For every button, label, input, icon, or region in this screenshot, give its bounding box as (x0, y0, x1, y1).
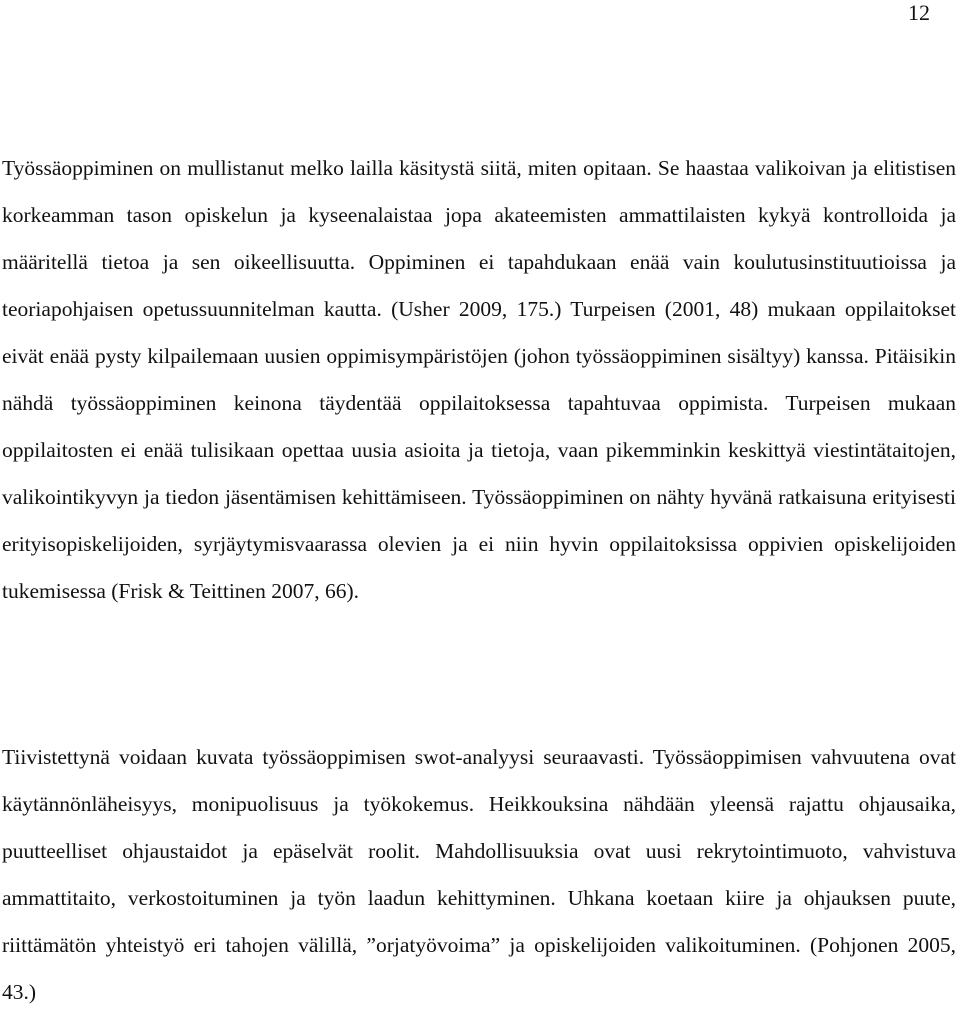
paragraph-work-based-learning: Työssäoppiminen on mullistanut melko lailla käsitystä siitä, miten opitaan. Se haastaa valikoivan ja elitistisen korkeamman tason opiskelun ja kyseenalaistaa jopa akateemisten ammattilaisten kykyä kontrolloida ja määritellä tietoa ja sen oikeellisuutta. Oppiminen ei tapahdukaan enää vain koulutusinstituutioissa ja teoriapohjaisen opetussuunnitelman kautta. (Usher 2009, 175.) Turpeisen (2001, 48) mukaan oppilaitokset eivät enää pysty kilpailemaan uusien oppimisympäristöjen (johon työssäoppiminen sisältyy) kanssa. Pitäisikin nähdä työssäoppiminen keinona täydentää oppilaitoksessa tapahtuvaa oppimista. Turpeisen mukaan oppilaitosten ei enää tulisikaan opettaa uusia asioita ja tietoja, vaan pikemminkin keskittyä viestintätaitojen, valikointikyvyn ja tiedon jäsentämisen kehittämiseen. Työssäoppiminen on nähty hyvänä ratkaisuna erityisesti erityisopiskelijoiden, syrjäytymisvaarassa olevien ja ei niin hyvin oppilaitoksissa oppivien opiskelijoiden tukemisessa (Frisk & Teittinen 2007, 66). (2, 156, 956, 603)
paragraph-swot-analysis: Tiivistettynä voidaan kuvata työssäoppimisen swot-analyysi seuraavasti. Työssäoppimisen vahvuutena ovat käytännönläheisyys, monipuolisuus ja työkokemus. Heikkouksina nähdään yleensä rajattu ohjausaika, puutteelliset ohjaustaidot ja epäselvät roolit. Mahdollisuuksia ovat uusi rekrytointimuoto, vahvistuva ammattitaito, verkostoituminen ja työn laadun kehittyminen. Uhkana koetaan kiire ja ohjauksen puute, riittämätön yhteistyö eri tahojen välillä, ”orjatyövoima” ja opiskelijoiden valikoituminen. (Pohjonen 2005, 43.) (2, 745, 956, 1004)
page-number: 12 (908, 0, 930, 25)
